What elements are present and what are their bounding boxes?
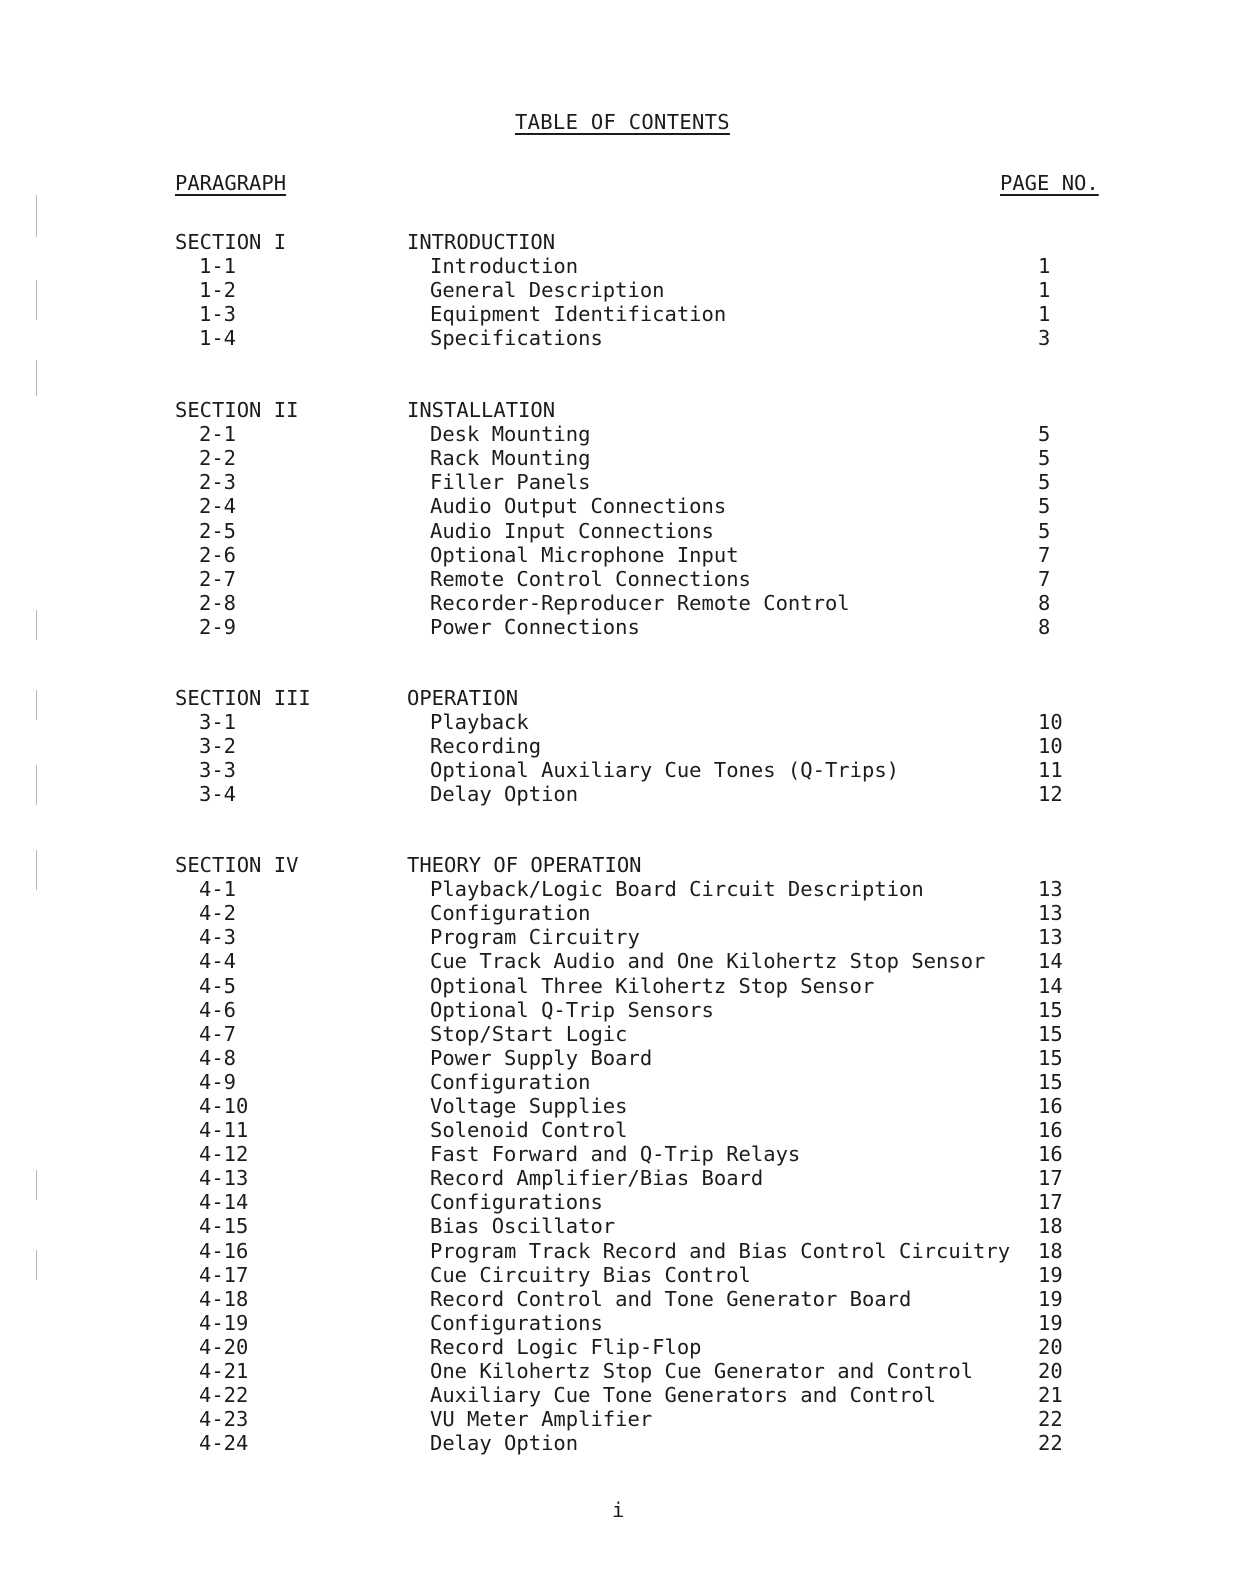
entry-title: Record Control and Tone Generator Board [430,1287,912,1311]
section-label: SECTION III [175,686,311,710]
section-title: INSTALLATION [407,398,556,422]
entry-title: Voltage Supplies [430,1094,628,1118]
entry-page: 20 [1038,1335,1063,1359]
entry-title: Configurations [430,1311,603,1335]
toc-entry[interactable] [0,758,1244,782]
toc-entry[interactable] [0,1142,1244,1166]
entry-number: 1-3 [199,302,237,326]
toc-entry[interactable] [0,782,1244,806]
section-header [0,686,1244,710]
toc-entry[interactable] [0,949,1244,973]
toc-entry[interactable] [0,1407,1244,1431]
entry-page: 15 [1038,1070,1063,1094]
toc-entry[interactable] [0,1214,1244,1238]
toc-entry[interactable] [0,1239,1244,1263]
toc-entry[interactable] [0,519,1244,543]
entry-page: 7 [1038,543,1051,567]
toc-entry[interactable] [0,1263,1244,1287]
entry-page: 8 [1038,591,1051,615]
entry-title: Cue Circuitry Bias Control [430,1263,751,1287]
entry-number: 2-8 [199,591,237,615]
toc-entry[interactable] [0,1287,1244,1311]
entry-number: 4-14 [199,1190,249,1214]
section-label: SECTION IV [175,853,299,877]
entry-number: 4-24 [199,1431,249,1455]
entry-page: 1 [1038,278,1051,302]
entry-title: Power Supply Board [430,1046,653,1070]
entry-title: Recorder-Reproducer Remote Control [430,591,850,615]
entry-number: 4-2 [199,901,237,925]
entry-page: 20 [1038,1359,1063,1383]
entry-title: Program Track Record and Bias Control Circuitry [430,1239,1011,1263]
toc-entry[interactable] [0,974,1244,998]
entry-title: Record Logic Flip-Flop [430,1335,702,1359]
toc-entry[interactable] [0,1335,1244,1359]
entry-title: One Kilohertz Stop Cue Generator and Control [430,1359,974,1383]
entry-title: Optional Q-Trip Sensors [430,998,714,1022]
entry-page: 16 [1038,1142,1063,1166]
entry-number: 2-2 [199,446,237,470]
toc-entry[interactable] [0,567,1244,591]
entry-number: 2-5 [199,519,237,543]
entry-number: 2-6 [199,543,237,567]
toc-entry[interactable] [0,470,1244,494]
section-header [0,230,1244,254]
entry-title: Rack Mounting [430,446,591,470]
entry-page: 5 [1038,470,1051,494]
entry-page: 15 [1038,1022,1063,1046]
entry-number: 3-4 [199,782,237,806]
entry-title: Program Circuitry [430,925,640,949]
toc-entry[interactable] [0,877,1244,901]
section-header [0,853,1244,877]
entry-page: 14 [1038,949,1063,973]
entry-page: 18 [1038,1239,1063,1263]
entry-number: 3-2 [199,734,237,758]
entry-number: 4-13 [199,1166,249,1190]
entry-title: Configuration [430,901,591,925]
entry-page: 10 [1038,710,1063,734]
entry-number: 4-10 [199,1094,249,1118]
toc-entry[interactable] [0,1166,1244,1190]
entry-number: 3-1 [199,710,237,734]
entry-title: Delay Option [430,782,579,806]
toc-entry[interactable] [0,254,1244,278]
page-number: i [612,1498,625,1522]
toc-entry[interactable] [0,494,1244,518]
entry-number: 4-18 [199,1287,249,1311]
entry-number: 2-9 [199,615,237,639]
toc-entry[interactable] [0,615,1244,639]
toc-entry[interactable] [0,1046,1244,1070]
toc-entry[interactable] [0,1431,1244,1455]
toc-entry[interactable] [0,734,1244,758]
page-no-header: PAGE NO. [1000,171,1099,195]
entry-page: 1 [1038,254,1051,278]
entry-title: Equipment Identification [430,302,727,326]
section-label: SECTION I [175,230,287,254]
toc-entry[interactable] [0,543,1244,567]
entry-number: 4-17 [199,1263,249,1287]
entry-number: 4-7 [199,1022,237,1046]
entry-number: 4-5 [199,974,237,998]
section-title: OPERATION [407,686,519,710]
entry-page: 14 [1038,974,1063,998]
toc-entry[interactable] [0,1022,1244,1046]
entry-number: 4-22 [199,1383,249,1407]
entry-number: 2-3 [199,470,237,494]
entry-title: Specifications [430,326,603,350]
toc-entry[interactable] [0,1070,1244,1094]
entry-title: Recording [430,734,542,758]
entry-title: Configuration [430,1070,591,1094]
section-label: SECTION II [175,398,299,422]
entry-page: 12 [1038,782,1063,806]
toc-entry[interactable] [0,1118,1244,1142]
entry-number: 4-8 [199,1046,237,1070]
entry-page: 19 [1038,1311,1063,1335]
entry-page: 3 [1038,326,1051,350]
toc-entry[interactable] [0,591,1244,615]
entry-page: 7 [1038,567,1051,591]
entry-number: 4-1 [199,877,237,901]
entry-page: 13 [1038,901,1063,925]
entry-title: Cue Track Audio and One Kilohertz Stop Sensor [430,949,986,973]
entry-title: Delay Option [430,1431,579,1455]
entry-title: Filler Panels [430,470,591,494]
entry-number: 1-1 [199,254,237,278]
entry-number: 2-7 [199,567,237,591]
entry-title: Solenoid Control [430,1118,628,1142]
entry-number: 2-1 [199,422,237,446]
entry-page: 21 [1038,1383,1063,1407]
toc-entry[interactable] [0,1359,1244,1383]
entry-number: 3-3 [199,758,237,782]
entry-page: 16 [1038,1118,1063,1142]
entry-page: 13 [1038,925,1063,949]
entry-page: 15 [1038,1046,1063,1070]
entry-number: 4-3 [199,925,237,949]
entry-number: 4-21 [199,1359,249,1383]
toc-entry[interactable] [0,422,1244,446]
entry-page: 10 [1038,734,1063,758]
entry-page: 5 [1038,446,1051,470]
entry-title: Optional Auxiliary Cue Tones (Q-Trips) [430,758,899,782]
entry-page: 5 [1038,519,1051,543]
entry-title: Configurations [430,1190,603,1214]
entry-number: 4-16 [199,1239,249,1263]
toc-entry[interactable] [0,302,1244,326]
entry-page: 8 [1038,615,1051,639]
entry-title: Playback [430,710,529,734]
entry-page: 11 [1038,758,1063,782]
entry-title: VU Meter Amplifier [430,1407,653,1431]
toc-entry[interactable] [0,1190,1244,1214]
entry-page: 18 [1038,1214,1063,1238]
entry-page: 17 [1038,1166,1063,1190]
entry-page: 5 [1038,422,1051,446]
entry-page: 17 [1038,1190,1063,1214]
entry-number: 4-19 [199,1311,249,1335]
toc-entry[interactable] [0,1311,1244,1335]
entry-number: 4-12 [199,1142,249,1166]
entry-page: 5 [1038,494,1051,518]
entry-number: 2-4 [199,494,237,518]
entry-number: 4-15 [199,1214,249,1238]
entry-title: Fast Forward and Q-Trip Relays [430,1142,801,1166]
section-header [0,398,1244,422]
toc-entry[interactable] [0,998,1244,1022]
entry-page: 16 [1038,1094,1063,1118]
entry-number: 1-4 [199,326,237,350]
entry-title: Bias Oscillator [430,1214,616,1238]
toc-entry[interactable] [0,1383,1244,1407]
entry-title: Playback/Logic Board Circuit Description [430,877,924,901]
entry-title: Optional Microphone Input [430,543,739,567]
entry-number: 1-2 [199,278,237,302]
entry-page: 1 [1038,302,1051,326]
entry-title: Stop/Start Logic [430,1022,628,1046]
entry-number: 4-20 [199,1335,249,1359]
toc-entry[interactable] [0,326,1244,350]
entry-page: 19 [1038,1287,1063,1311]
entry-title: Remote Control Connections [430,567,751,591]
entry-title: General Description [430,278,665,302]
toc-entry[interactable] [0,1094,1244,1118]
toc-entry[interactable] [0,710,1244,734]
entry-title: Record Amplifier/Bias Board [430,1166,764,1190]
entry-number: 4-11 [199,1118,249,1142]
entry-title: Auxiliary Cue Tone Generators and Control [430,1383,937,1407]
entry-page: 13 [1038,877,1063,901]
section-title: INTRODUCTION [407,230,556,254]
entry-number: 4-6 [199,998,237,1022]
entry-page: 19 [1038,1263,1063,1287]
entry-title: Desk Mounting [430,422,591,446]
entry-page: 22 [1038,1407,1063,1431]
paragraph-header: PARAGRAPH [175,171,287,195]
entry-title: Optional Three Kilohertz Stop Sensor [430,974,875,998]
toc-entry[interactable] [0,901,1244,925]
entry-number: 4-4 [199,949,237,973]
entry-page: 15 [1038,998,1063,1022]
page-title: TABLE OF CONTENTS [515,110,730,134]
entry-title: Audio Input Connections [430,519,714,543]
entry-page: 22 [1038,1431,1063,1455]
entry-title: Introduction [430,254,579,278]
toc-entry[interactable] [0,925,1244,949]
toc-entry[interactable] [0,278,1244,302]
entry-title: Power Connections [430,615,640,639]
toc-entry[interactable] [0,446,1244,470]
entry-number: 4-23 [199,1407,249,1431]
entry-number: 4-9 [199,1070,237,1094]
entry-title: Audio Output Connections [430,494,727,518]
section-title: THEORY OF OPERATION [407,853,642,877]
